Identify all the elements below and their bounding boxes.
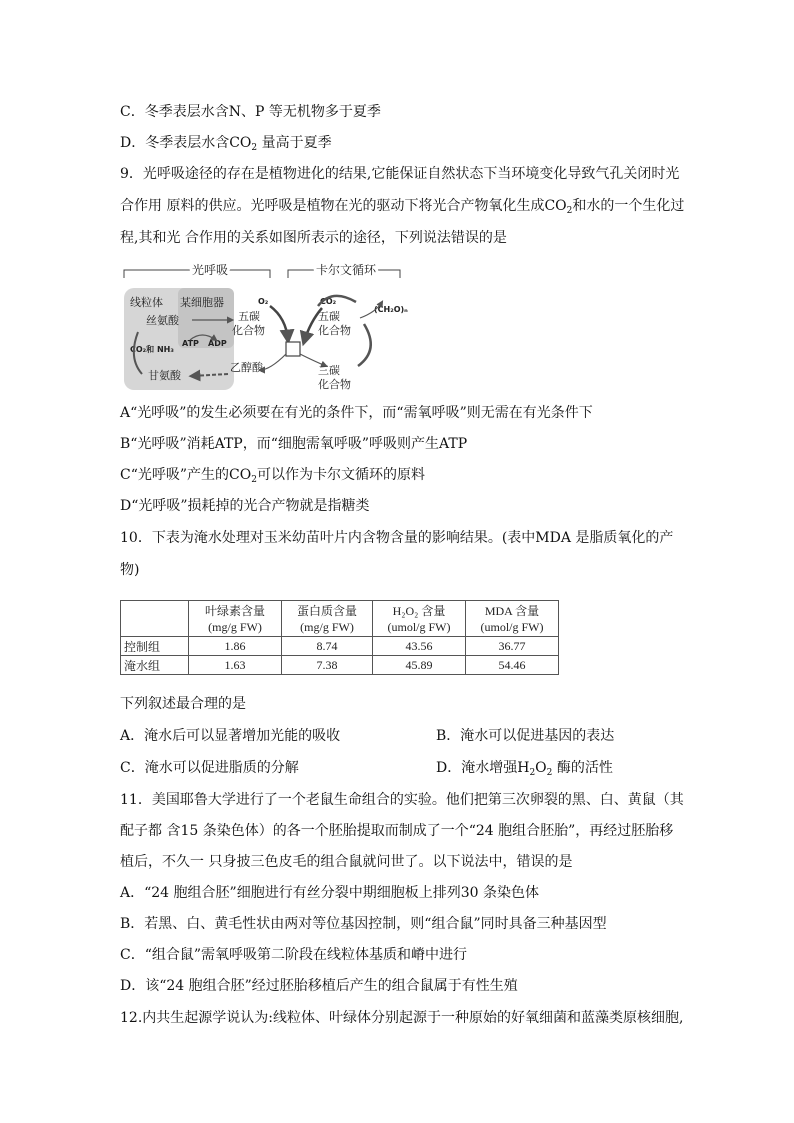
q8-option-d: D．冬季表层水含$CO_2$ 量高于夏季 bbox=[120, 135, 332, 153]
q10-question: 下列叙述最合理的是 bbox=[120, 696, 246, 712]
q10-option-a: A．淹水后可以显著增加光能的吸收 bbox=[120, 728, 341, 744]
photorespiration-title: 光呼吸 bbox=[192, 263, 229, 277]
q10-stem-line1: 10．下表为淹水处理对玉米幼苗叶片内含物含量的影响结果。(表中MDA 是脂质氧化的产 bbox=[120, 530, 674, 546]
glycolate-label: 乙醇酸 bbox=[230, 361, 263, 374]
q10-stem-line2: 物) bbox=[120, 562, 140, 578]
c3-line2: 化合物 bbox=[318, 378, 351, 391]
table-header-cell bbox=[121, 601, 189, 637]
data-table bbox=[120, 600, 559, 675]
c5-right-line2: 化合物 bbox=[318, 324, 351, 337]
q9-stem-line2: 合作用 原料的供应。光呼吸是植物在光的驱动下将光合产物氧化生成$CO_2$和水的一个生化过 bbox=[120, 198, 685, 216]
q11-option-a: A．“24 胞组合胚”细胞进行有丝分裂中期细胞板上排列30 条染色体 bbox=[120, 885, 539, 901]
photorespiration-diagram bbox=[120, 262, 420, 394]
q9-stem-line3: 程,其和光 合作用的关系如图所表示的途径，下列说法错误的是 bbox=[120, 230, 507, 246]
table-row bbox=[121, 637, 559, 656]
table-cell: 36.77 bbox=[466, 637, 559, 656]
table-cell: 43.56 bbox=[373, 637, 466, 656]
q9-stem-line1: 9．光呼吸途径的存在是植物进化的结果,它能保证自然状态下当环境变化导致气孔关闭时光 bbox=[120, 166, 680, 182]
table-header-row bbox=[121, 601, 559, 637]
q9-option-a: A“光呼吸”的发生必须要在有光的条件下，而“需氧呼吸”则无需在有光条件下 bbox=[120, 405, 593, 421]
q11-option-c: C．“组合鼠”需氧呼吸第二阶段在线粒体基质和嵴中进行 bbox=[120, 947, 468, 963]
co2-label: CO₂ bbox=[320, 297, 337, 306]
table-cell: 淹水组 bbox=[121, 656, 189, 675]
table-cell: 45.89 bbox=[373, 656, 466, 675]
mitochondria-label: 线粒体 bbox=[130, 296, 163, 309]
ch2o-label: (CH₂O)ₙ bbox=[374, 305, 408, 314]
adp-label: ADP bbox=[208, 339, 227, 348]
q9-option-c: C“光呼吸”产生的$CO_2$可以作为卡尔文循环的原料 bbox=[120, 467, 425, 485]
q10-option-b: B．淹水可以促进基因的表达 bbox=[436, 728, 615, 744]
organelle-label: 某细胞器 bbox=[180, 296, 224, 309]
q12-stem-line1: 12.内共生起源学说认为:线粒体、叶绿体分别起源于一种原始的好氧细菌和蓝藻类原核细胞, bbox=[120, 1010, 684, 1026]
q11-stem-line3: 植后，不久一 只身披三色皮毛的组合鼠就问世了。以下说法中，错误的是 bbox=[120, 854, 573, 870]
table-cell: 8.74 bbox=[282, 637, 373, 656]
c5-right-line1: 五碳 bbox=[318, 310, 340, 323]
serine-label: 丝氨酸 bbox=[146, 314, 179, 327]
table-cell: 1.86 bbox=[189, 637, 282, 656]
o2-label: O₂ bbox=[258, 297, 269, 306]
q8-option-c: C．冬季表层水含N、P 等无机物多于夏季 bbox=[120, 104, 381, 120]
table-cell: 54.46 bbox=[466, 656, 559, 675]
q11-option-d: D．该“24 胞组合胚”经过胚胎移植后产生的组合鼠属于有性生殖 bbox=[120, 978, 518, 994]
co2-nh3-label: CO₂和 NH₃ bbox=[130, 345, 174, 354]
q9-option-d: D“光呼吸”损耗掉的光合产物就是指糖类 bbox=[120, 498, 370, 514]
table-cell: 控制组 bbox=[121, 637, 189, 656]
q11-stem-line1: 11．美国耶鲁大学进行了一个老鼠生命组合的实验。他们把第三次卵裂的黑、白、黄鼠（其 bbox=[120, 792, 684, 808]
c3-line1: 三碳 bbox=[318, 364, 340, 377]
glycine-label: 甘氨酸 bbox=[148, 369, 181, 382]
table-cell: 7.38 bbox=[282, 656, 373, 675]
calvin-title: 卡尔文循环 bbox=[316, 263, 377, 277]
table-header-cell: 叶绿素含量 (mg/g FW) bbox=[189, 601, 282, 637]
q9-option-b: B“光呼吸”消耗ATP，而“细胞需氧呼吸”呼吸则产生ATP bbox=[120, 436, 468, 452]
q11-option-b: B．若黑、白、黄毛性状由两对等位基因控制，则“组合鼠”同时具备三种基因型 bbox=[120, 916, 607, 932]
rubisco-box bbox=[286, 342, 300, 356]
table-header-cell: 蛋白质含量 (mg/g FW) bbox=[282, 601, 373, 637]
table-header-cell: H₂O₂ 含量 (umol/g FW) bbox=[373, 601, 466, 637]
table-header-cell: MDA 含量 (umol/g FW) bbox=[466, 601, 559, 637]
c5-left-line2: 化合物 bbox=[232, 324, 265, 337]
q10-option-c: C．淹水可以促进脂质的分解 bbox=[120, 760, 299, 776]
table-row bbox=[121, 656, 559, 675]
atp-label: ATP bbox=[182, 339, 199, 348]
table-cell: 1.63 bbox=[189, 656, 282, 675]
c5-left-line1: 五碳 bbox=[238, 310, 260, 323]
q11-stem-line2: 配子都 含15 条染色体）的各一个胚胎提取而制成了一个“24 胞组合胚胎”，再经过胚胎移 bbox=[120, 823, 674, 839]
q10-option-d: D．淹水增强$H_2O_2$ 酶的活性 bbox=[436, 760, 613, 778]
